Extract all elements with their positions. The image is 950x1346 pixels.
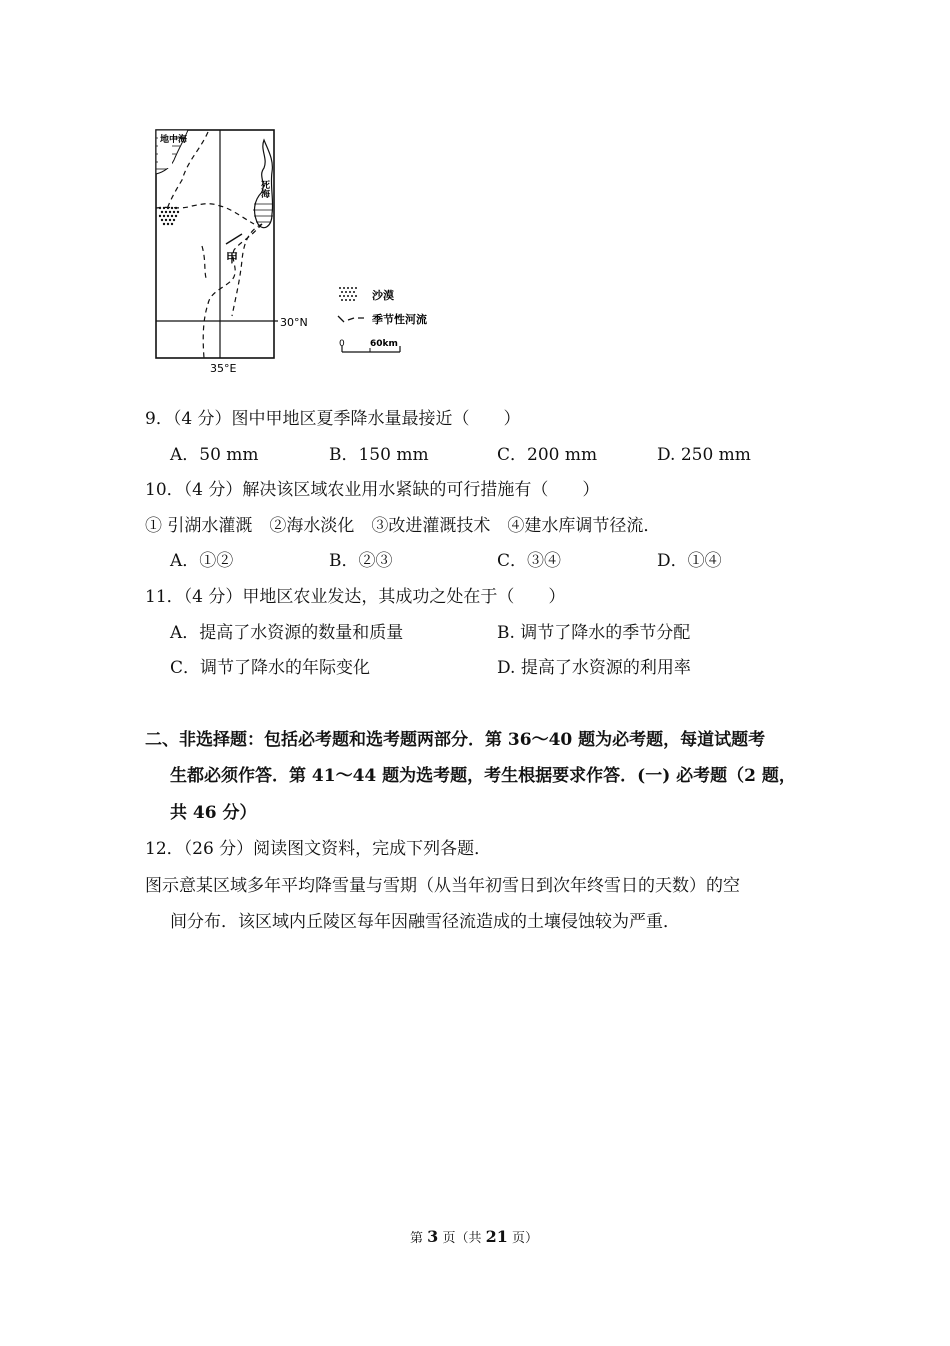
q11-option-b: B. 调节了降水的季节分配: [497, 623, 691, 643]
scale-dist: 60km: [370, 339, 398, 349]
region-map: [140, 120, 470, 380]
section2-line1: 二、非选择题：包括必考题和选考题两部分．第 36～40 题为必考题，每道试题考: [145, 730, 766, 750]
q12-text-line2: 间分布．该区域内丘陵区每年因融雪径流造成的土壤侵蚀较为严重．: [170, 912, 680, 932]
q10-option-a: A．①②: [170, 551, 234, 571]
jia-pointer: [226, 234, 242, 244]
legend-river-label: 季节性河流: [372, 313, 427, 326]
legend-desert-label: 沙漠: [372, 289, 394, 302]
footer-mid: 页（共: [442, 1231, 482, 1246]
q12-text-line1: 图示意某区域多年平均降雪量与雪期（从当年初雪日到次年终雪日的天数）的空: [145, 876, 740, 896]
label-deadsea: 死海: [259, 180, 269, 198]
q9-option-a: A．50 mm: [170, 445, 259, 465]
q10-option-c: C．③④: [497, 551, 562, 571]
legend-river-symbol: [338, 316, 364, 322]
footer-page-number: 3: [427, 1227, 439, 1246]
label-mediterranean: 地中海: [160, 135, 188, 145]
q9-option-d: D. 250 mm: [657, 445, 751, 465]
footer-prefix: 第: [410, 1231, 424, 1246]
q10-stem: 10．（4 分）解决该区域农业用水紧缺的可行措施有（ ）: [145, 480, 600, 500]
label-jia: 甲: [226, 251, 239, 265]
q9-option-b: B．150 mm: [329, 445, 429, 465]
label-30n: 30°N: [280, 316, 308, 329]
scale-zero: 0: [339, 339, 345, 349]
q10-option-b: B．②③: [329, 551, 393, 571]
section2-line3: 共 46 分）: [170, 803, 257, 823]
q10-option-d: D．①④: [657, 551, 722, 571]
map-frame: [156, 130, 274, 358]
label-35e: 35°E: [210, 362, 237, 375]
mediterranean-sea: [156, 130, 188, 174]
q9-option-c: C．200 mm: [497, 445, 598, 465]
footer-total-pages: 21: [485, 1227, 508, 1246]
footer-suffix: 页）: [512, 1231, 539, 1246]
desert-area: [159, 207, 179, 225]
q12-stem: 12．（26 分）阅读图文资料，完成下列各题．: [145, 839, 492, 859]
section2-line2: 生都必须作答．第 41～44 题为选考题，考生根据要求作答．(一) 必考题（2 题，: [170, 766, 796, 786]
page-footer: [410, 1227, 538, 1246]
q10-items: ① 引湖水灌溉 ②海水淡化 ③改进灌溉技术 ④建水库调节径流．: [145, 516, 661, 536]
q9-stem: 9．（4 分）图中甲地区夏季降水量最接近（ ）: [145, 409, 521, 429]
q11-option-d: D. 提高了水资源的利用率: [497, 658, 691, 678]
q11-option-a: A．提高了水资源的数量和质量: [170, 623, 404, 643]
q11-option-c: C．调节了降水的年际变化: [170, 658, 371, 678]
q11-stem: 11．（4 分）甲地区农业发达，其成功之处在于（ ）: [145, 587, 566, 607]
legend-desert-symbol: [339, 287, 357, 301]
